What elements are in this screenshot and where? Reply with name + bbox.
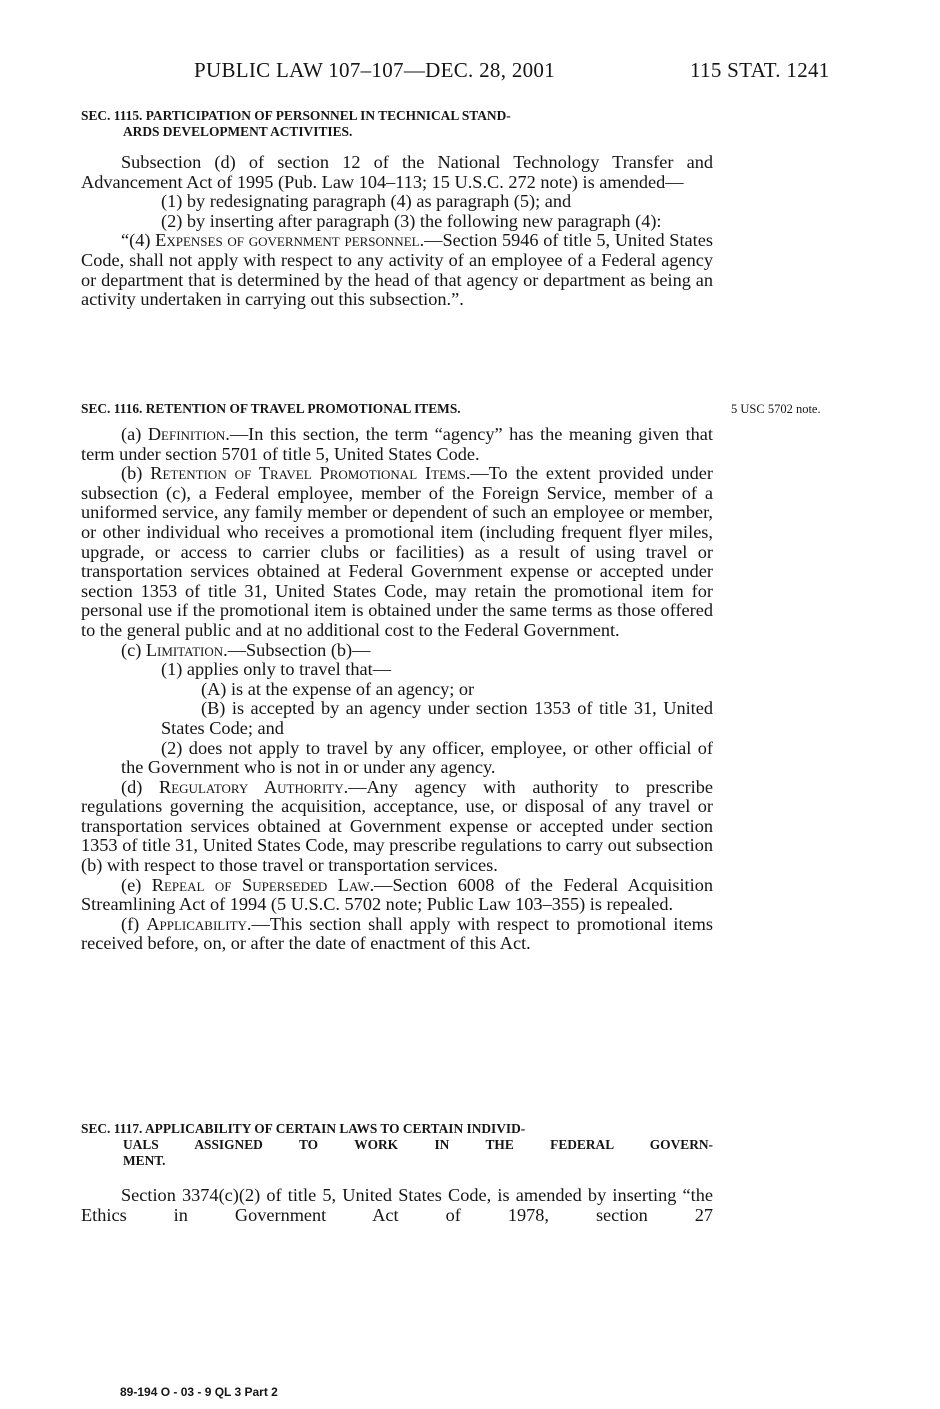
- subsection-e-label: (e): [121, 874, 152, 895]
- subsection-d-heading: Regulatory Authority.: [159, 776, 349, 797]
- subsection-c-paragraph-2-text: (2) does not apply to travel by any officer, employee, or other official of the Government who is not in or under any agency.: [121, 737, 713, 778]
- margin-note-usc: 5 USC 5702 note.: [731, 402, 821, 416]
- section-1115-item-1: (1) by redesignating paragraph (4) as paragraph (5); and: [161, 191, 572, 212]
- section-1116-heading: SEC. 1116. RETENTION OF TRAVEL PROMOTIONAL ITEMS.: [81, 401, 461, 416]
- subsection-c-paragraph-1-A: (A) is at the expense of an agency; or: [201, 678, 475, 699]
- subsection-a: [81, 425, 713, 464]
- subsection-b-heading: Retention of Travel Promotional Items.: [150, 463, 471, 484]
- subsection-c-label: (c): [121, 639, 146, 660]
- section-1115-intro: Subsection (d) of section 12 of the National Technology Transfer and Advancement Act of 1995 (Pub. Law 104–113; 15 U.S.C. 272 note) is amended—: [81, 152, 713, 192]
- section-1117-heading-line3: MENT.: [123, 1153, 166, 1168]
- section-1115-body: [81, 153, 713, 310]
- subsection-a-heading: Definition.: [147, 424, 230, 444]
- section-1115-item-2-text: (2) by inserting after paragraph (3) the following new paragraph (4):: [161, 210, 662, 231]
- subsection-c: [81, 641, 713, 661]
- section-1115-heading-line1: SEC. 1115. PARTICIPATION OF PERSONNEL IN TECHNICAL STAND-: [81, 108, 511, 123]
- subsection-a-text: —In this section, the term “agency” has the meaning given that term under section 5701 of title 5, United States Code.: [81, 424, 713, 464]
- subsection-c-text: —Subsection (b)—: [227, 639, 371, 660]
- subsection-b-text: —To the extent provided under subsection (c), a Federal employee, member of the Foreign Service, member of a uniformed service, any family member or dependent of such an employee or member, or other individual who receives a promotional item (including frequent flyer miles, upgrade, or access to carrier clubs or facilities) as a result of using travel or transportation services obtained at Federal Government expense or accepted under section 1353 of title 31, United States Code, may retain the promotional item for personal use if the promotional item is obtained under the same terms as those offered to the general public and at no additional cost to the Federal Government.: [81, 463, 714, 640]
- subsection-c-paragraph-1: (1) applies only to travel that—: [161, 659, 391, 680]
- subsection-c-paragraph-1-B: [81, 699, 713, 738]
- section-1117-heading: [81, 1121, 713, 1169]
- section-1116-body: [81, 425, 713, 954]
- section-1115-item-2: [81, 212, 713, 232]
- subsection-b: [81, 464, 713, 640]
- running-header-title: PUBLIC LAW 107–107—DEC. 28, 2001: [194, 58, 556, 82]
- subsection-c-heading: Limitation.: [145, 639, 228, 660]
- subsection-e: [81, 876, 713, 915]
- quoted-paragraph-prefix: “(4): [121, 230, 156, 251]
- subsection-c-paragraph-1-B-text: (B) is accepted by an agency under section 1353 of title 31, United States Code; and: [161, 698, 713, 738]
- subsection-d-label: (d): [121, 776, 160, 797]
- running-header-stat-page: 115 STAT. 1241: [690, 58, 830, 82]
- section-1117-heading-line1: SEC. 1117. APPLICABILITY OF CERTAIN LAWS TO CERTAIN INDIVID-: [81, 1121, 526, 1136]
- section-1117-body: [81, 1186, 713, 1225]
- subsection-b-label: (b): [121, 463, 151, 484]
- quoted-paragraph-text: —Section 5946 of title 5, United States Code, shall not apply with respect to any activity of an employee of a Federal agency or department that is determined by the head of that agency or department as being an activity undertaken in carrying out this subsection.”.: [81, 230, 713, 310]
- subsection-f: [81, 915, 713, 954]
- subsection-e-heading: Repeal of Superseded Law.: [151, 874, 375, 895]
- section-1117-text: Section 3374(c)(2) of title 5, United States Code, is amended by inserting “the Ethics in Government Act of 1978, section 27: [81, 1185, 713, 1225]
- subsection-d-text: —Any agency with authority to prescribe regulations governing the acquisition, acceptance, use, or disposal of any travel or transportation services obtained at Government expense or accepted under section 1353 of title 31, United States Code, may prescribe regulations to carry out subsection (b) with respect to those travel or transportation services.: [81, 776, 713, 876]
- footer-print-code: 89-194 O - 03 - 9 QL 3 Part 2: [120, 1385, 278, 1399]
- section-1115-heading-line2: ARDS DEVELOPMENT ACTIVITIES.: [123, 124, 353, 139]
- section-1115-quoted-paragraph: [81, 231, 713, 309]
- subsection-d: [81, 778, 713, 876]
- section-1117-heading-line2: UALS ASSIGNED TO WORK IN THE FEDERAL GOVERN-: [123, 1137, 713, 1152]
- subsection-f-label: (f): [121, 913, 147, 934]
- subsection-e-text: —Section 6008 of the Federal Acquisition Streamlining Act of 1994 (5 U.S.C. 5702 note; Public Law 103–355) is repealed.: [81, 874, 713, 915]
- section-1115-heading: [81, 108, 713, 140]
- subsection-f-heading: Applicability.: [146, 913, 252, 934]
- subsection-c-paragraph-2: [81, 739, 713, 778]
- subsection-f-text: —This section shall apply with respect to promotional items received before, on, or after the date of enactment of this Act.: [81, 913, 713, 954]
- subsection-a-label: (a): [121, 424, 148, 444]
- quoted-paragraph-heading: Expenses of government personnel.: [155, 230, 425, 251]
